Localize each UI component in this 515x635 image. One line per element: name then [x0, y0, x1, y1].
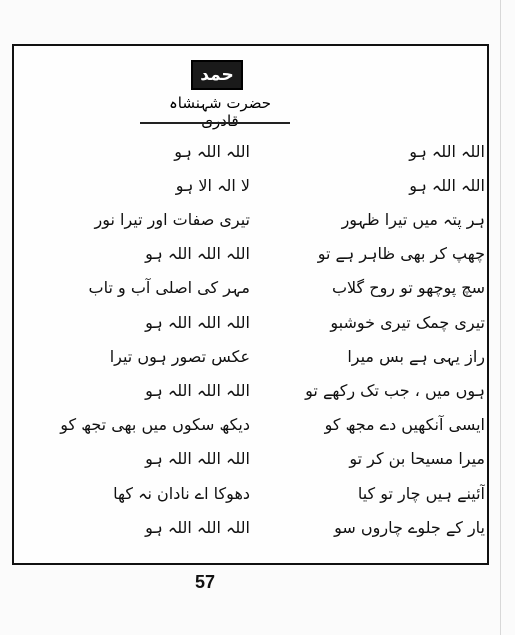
couplet-row	[0, 444, 515, 474]
verse-left-half: مہر کی اصلی آب و تاب	[88, 278, 250, 298]
hamd-heading-badge	[191, 60, 243, 90]
couplet-row	[0, 239, 515, 269]
hamd-title: حمد	[200, 65, 234, 85]
verse-left-half: اللہ اللہ ہو	[174, 141, 250, 161]
verse-left-half: اللہ اللہ اللہ ہو	[145, 449, 250, 469]
verse-left-half: لا الہ الا ہو	[175, 175, 250, 195]
couplet-row	[0, 170, 515, 200]
verse-right-half: تیری چمک تیری خوشبو	[330, 312, 485, 332]
couplet-row	[0, 375, 515, 405]
verse-right-half: ہر پتہ میں تیرا ظہور	[341, 209, 485, 229]
verse-right-half: ہوں میں ، جب تک رکھے تو	[305, 380, 485, 400]
verse-right-half: یار کے جلوے چاروں سو	[334, 517, 485, 537]
verse-left-half: اللہ اللہ اللہ ہو	[145, 380, 250, 400]
verse-left-half: اللہ اللہ اللہ ہو	[145, 244, 250, 264]
verse-right-half: اللہ اللہ ہو	[409, 175, 485, 195]
couplet-row	[0, 512, 515, 542]
couplet-row	[0, 204, 515, 234]
verse-left-half: دیکھ سکوں میں بھی تجھ کو	[60, 415, 250, 435]
verse-right-half: ایسی آنکھیں دے مجھ کو	[324, 415, 485, 435]
verse-left-half: عکس تصور ہوں تیرا	[109, 346, 250, 366]
author-name: حضرت شہنشاہ قادری	[168, 94, 272, 130]
verse-left-half: اللہ اللہ اللہ ہو	[145, 312, 250, 332]
couplet-row	[0, 273, 515, 303]
couplet-row	[0, 136, 515, 166]
verse-right-half: اللہ اللہ ہو	[409, 141, 485, 161]
verse-right-half: چھپ کر بھی ظاہر ہے تو	[317, 244, 485, 264]
verse-left-half: دھوکا اے نادان نہ کھا	[113, 483, 250, 503]
couplet-row	[0, 478, 515, 508]
couplet-row	[0, 341, 515, 371]
page-number: 57	[194, 572, 216, 592]
verse-left-half: اللہ اللہ اللہ ہو	[145, 517, 250, 537]
verse-right-half: میرا مسیحا بن کر تو	[349, 449, 485, 469]
verse-right-half: راز یہی ہے بس میرا	[347, 346, 485, 366]
author-underline	[140, 122, 290, 124]
verse-left-half: تیری صفات اور تیرا نور	[94, 209, 250, 229]
couplet-row	[0, 410, 515, 440]
verse-right-half: آئینے ہیں چار تو کیا	[357, 483, 485, 503]
verse-right-half: سچ پوچھو تو روح گلاب	[331, 278, 485, 298]
couplet-row	[0, 307, 515, 337]
